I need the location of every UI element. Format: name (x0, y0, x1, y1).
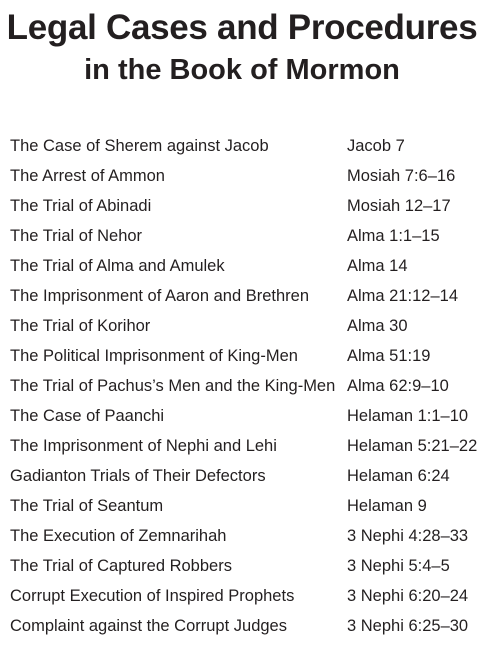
case-name: The Trial of Nehor (10, 227, 143, 245)
case-reference: 3 Nephi 6:20–24 (347, 587, 469, 605)
case-reference: Alma 1:1–15 (347, 227, 440, 245)
case-reference: Jacob 7 (347, 137, 405, 155)
case-reference: 3 Nephi 5:4–5 (347, 557, 450, 575)
case-name: The Case of Sherem against Jacob (10, 137, 269, 155)
case-row (10, 611, 476, 641)
case-reference: Mosiah 12–17 (347, 197, 451, 215)
case-reference: Alma 51:19 (347, 347, 431, 365)
case-name: The Trial of Captured Robbers (10, 557, 232, 575)
case-row (10, 401, 476, 431)
case-row (10, 161, 476, 191)
case-reference: Alma 62:9–10 (347, 377, 449, 395)
case-name: The Trial of Alma and Amulek (10, 257, 225, 275)
case-reference: Helaman 9 (347, 497, 427, 515)
case-row (10, 581, 476, 611)
case-reference: 3 Nephi 4:28–33 (347, 527, 469, 545)
case-row (10, 281, 476, 311)
case-row (10, 191, 476, 221)
case-row (10, 251, 476, 281)
case-name: Complaint against the Corrupt Judges (10, 617, 287, 635)
case-name: The Arrest of Ammon (10, 167, 165, 185)
case-reference: Mosiah 7:6–16 (347, 167, 456, 185)
case-reference: Helaman 1:1–10 (347, 407, 469, 425)
case-row (10, 371, 476, 401)
case-row (10, 311, 476, 341)
case-name: Corrupt Execution of Inspired Prophets (10, 587, 295, 605)
case-name: The Trial of Abinadi (10, 197, 152, 215)
case-row (10, 521, 476, 551)
case-row (10, 131, 476, 161)
case-row (10, 491, 476, 521)
case-name: The Political Imprisonment of King-Men (10, 347, 298, 365)
case-name: The Imprisonment of Aaron and Brethren (10, 287, 309, 305)
case-name: The Trial of Seantum (10, 497, 164, 515)
case-reference: Alma 30 (347, 317, 408, 335)
case-row (10, 551, 476, 581)
case-reference: 3 Nephi 6:25–30 (347, 617, 469, 635)
case-reference: Helaman 6:24 (347, 467, 450, 485)
case-reference: Alma 21:12–14 (347, 287, 458, 305)
case-list (10, 131, 476, 641)
case-name: Gadianton Trials of Their Defectors (10, 467, 266, 485)
case-name: The Case of Paanchi (10, 407, 165, 425)
case-name: The Trial of Pachus’s Men and the King-Men (10, 377, 336, 395)
case-row (10, 431, 476, 461)
case-name: The Imprisonment of Nephi and Lehi (10, 437, 277, 455)
case-name: The Execution of Zemnarihah (10, 527, 227, 545)
page-subtitle: in the Book of Mormon (84, 54, 400, 86)
case-row (10, 341, 476, 371)
case-reference: Helaman 5:21–22 (347, 437, 478, 455)
page-title: Legal Cases and Procedures (6, 8, 478, 47)
case-row (10, 461, 476, 491)
case-row (10, 221, 476, 251)
case-reference: Alma 14 (347, 257, 408, 275)
case-name: The Trial of Korihor (10, 317, 151, 335)
